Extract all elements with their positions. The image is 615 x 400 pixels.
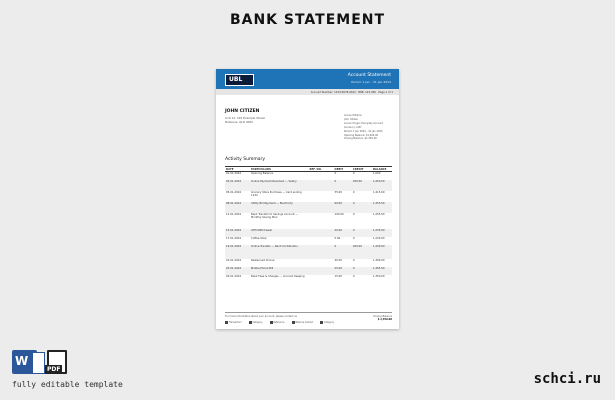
cell-credit: 0 [352,212,355,216]
cell-date: 05-01-2024 [226,190,242,194]
cell-desc: ATM Withdrawal [250,229,308,237]
template-caption: fully editable template [12,380,123,389]
account-subbar: Account Number: 1234-5678-9012 · BSB: 123-456 · Page 1 of 1 [216,89,399,95]
col-date: DATE [225,167,250,172]
cell-desc: Online Payment Received — Salary [250,180,308,191]
cell-balance: 1,255.00 [372,212,385,216]
cell-ref [309,229,334,237]
cell-ref [309,259,334,267]
activity-title: Activity Summary [225,157,266,162]
cell-balance: 1,430.00 [372,245,392,259]
legend-item: Balance Carried [292,321,313,324]
footer-closing-value: $ 1,350.00 [377,318,392,321]
cell-desc: Opening Balance [251,172,274,175]
statement-document [216,69,399,329]
cell-desc: Bank Transfer to Savings Account — Monthly Saving Plan [251,212,298,220]
cell-desc: Grocery Store Purchase — Card ending 1234 [251,190,302,198]
table-row [225,275,392,289]
cell-date: 08-01-2024 [225,202,250,213]
format-icons [12,350,67,374]
cell-balance: 1,365.00 [372,267,392,275]
legend-item: Category [249,321,263,324]
info-line: Closing Balance: $1,350.00 [344,137,377,141]
cell-ref [309,172,334,180]
cell-ref [309,267,334,275]
cell-balance: 1,415.00 [372,190,385,194]
cell-desc: Restaurant Dinner [251,258,275,262]
cell-debit: 20.00 [334,229,352,237]
cell-date: 01-01-2024 [226,172,242,175]
cell-ref [309,202,334,213]
legend-square-icon [292,321,295,324]
cell-debit: 5.00 [334,236,341,240]
info-line: Account type: Everyday Account [344,121,383,125]
cell-balance: 1,355.00 [372,202,392,213]
table-row [225,213,392,229]
cell-date: 03-01-2024 [225,180,250,191]
cell-date: 29-01-2024 [226,274,242,278]
col-debit: DEBIT [334,167,352,172]
cell-desc: Utility Bill Payment — Electricity [250,202,308,213]
cell-credit: 0 [352,190,355,194]
cell-balance: 1,235.00 [372,229,392,237]
statement-footer [225,312,392,321]
cell-ref [309,237,334,245]
statement-title: Account Statement [347,73,391,78]
cell-debit: 0 [334,172,337,175]
table-row [225,237,392,245]
cell-debit: 40.00 [334,258,342,262]
cell-ref [309,180,334,191]
transactions-table [225,166,392,289]
address-line: Unit 12, 345 Example Street [225,116,265,120]
footer-closing-label: Closing Balance [372,315,392,318]
cell-debit: 100.00 [334,212,344,216]
cell-ref [309,275,334,289]
table-row [225,172,392,180]
cell-date: 12-01-2024 [226,212,242,216]
col-ref: REF. NO. [309,167,334,172]
cell-date: 15-01-2024 [225,229,250,237]
bank-logo: UBL [225,74,254,86]
col-balance: BALANCE [372,167,392,172]
table-row [225,267,392,275]
table-row [225,259,392,267]
page-title: BANK STATEMENT [229,12,386,28]
cell-balance: 1,000 [372,172,381,175]
info-line: Period: 1 Jan 2024 - 31 Jan 2024 [344,129,383,133]
cell-desc: Online Transfer — Rent Contribution [250,245,308,259]
table-row [225,180,392,191]
legend-square-icon [320,321,323,324]
cell-debit: 35.00 [334,190,342,194]
legend-item: Category [320,321,334,324]
col-credit: CREDIT [352,167,372,172]
cell-credit: 0 [352,172,355,175]
cell-credit: 0 [352,229,372,237]
cell-credit: 450.00 [352,180,372,191]
statement-header [216,69,399,89]
table-row [225,202,392,213]
info-line: Account Name [344,114,362,117]
brand-watermark: schci.ru [533,371,601,387]
cell-credit: 0 [352,274,355,278]
statement-period: Period: 1 Jan - 31 Jan 2024 [351,80,391,84]
legend-item: Transaction [225,321,242,324]
cell-debit: 15.00 [334,274,342,278]
footer-closing [373,315,392,321]
cell-credit: 0 [352,202,372,213]
table-row [225,191,392,202]
legend-item: Reference [270,321,285,324]
cell-credit: 0 [352,267,372,275]
cell-ref [309,191,334,202]
cell-balance: 1,350.00 [372,274,385,278]
cell-debit: 60.00 [334,202,352,213]
footer-text: For more information about your account, please contact us [225,315,297,318]
col-particulars: PARTICULARS [250,167,308,172]
legend-square-icon [270,321,273,324]
legend-square-icon [249,321,252,324]
pdf-icon: PDF [47,350,67,374]
cell-desc: Mobile Phone Bill [250,267,308,275]
cell-balance: 1,450.00 [372,180,392,191]
cell-date: 17-01-2024 [226,236,242,240]
word-icon: W [12,350,37,374]
cell-credit: 0 [352,258,355,262]
cell-date: 19-01-2024 [225,245,250,259]
cell-desc: Bank Fees & Charges — Account Keeping [251,274,305,278]
legend-square-icon [225,321,228,324]
cell-credit: 200.00 [352,245,372,259]
cell-debit: 0 [334,180,352,191]
address-line: Brisbane, QLD 4000 [225,120,253,124]
cell-desc: Coffee Shop [251,236,267,240]
cell-balance: 1,390.00 [372,258,385,262]
cell-date: 22-01-2024 [226,258,242,262]
cell-ref [309,245,334,259]
cell-ref [309,213,334,229]
info-line: Opening Balance: $1,000.00 [344,133,379,137]
cell-balance: 1,230.00 [372,236,385,240]
cell-debit: 0 [334,245,352,259]
cell-credit: 0 [352,236,355,240]
footer-legend [225,321,334,324]
customer-address [225,116,265,124]
account-info [344,114,390,141]
cell-date: 25-01-2024 [225,267,250,275]
table-row [225,245,392,259]
info-line: Currency: AUD [344,125,362,129]
cell-debit: 25.00 [334,267,352,275]
table-row [225,229,392,237]
info-line: John Citizen [344,117,359,121]
transactions-body [225,172,392,289]
customer-name: JOHN CITIZEN [225,109,260,114]
